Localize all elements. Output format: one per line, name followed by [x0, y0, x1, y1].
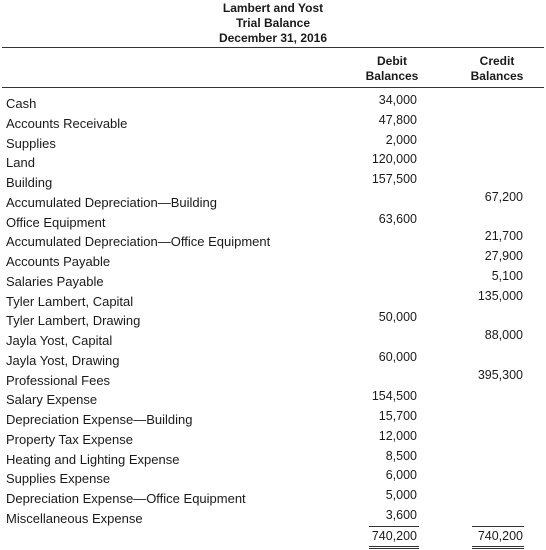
account-name: Salaries Payable	[6, 273, 104, 289]
account-name: Salary Expense	[6, 392, 98, 408]
account-name: Accounts Payable	[6, 254, 111, 269]
debit-total-rule	[369, 526, 419, 527]
debit-amount: 34,000	[378, 93, 417, 107]
account-name: Jayla Yost, Drawing	[6, 352, 120, 368]
debit-amount: 2,000	[385, 132, 417, 147]
header-rule	[2, 47, 544, 48]
credit-amount: 395,300	[477, 367, 523, 382]
credit-column-header	[457, 54, 537, 84]
account-name: Office Equipment	[6, 214, 106, 230]
account-name: Property Tax Expense	[6, 431, 133, 447]
debit-amount: 60,000	[378, 349, 417, 364]
credit-header-line2: Balances	[470, 69, 524, 83]
statement-header	[0, 1, 546, 46]
statement-date: December 31, 2016	[218, 31, 328, 45]
debit-amount: 63,600	[378, 211, 417, 226]
account-name: Miscellaneous Expense	[6, 510, 143, 526]
debit-amount: 5,000	[385, 488, 417, 502]
debit-amount: 3,600	[385, 507, 417, 522]
debit-amount: 154,500	[371, 389, 417, 404]
account-name: Tyler Lambert, Drawing	[6, 313, 141, 329]
credit-amount: 88,000	[484, 328, 523, 342]
account-name: Supplies	[6, 135, 56, 151]
debit-amount: 50,000	[378, 310, 417, 325]
credit-header-line1: Credit	[479, 54, 515, 68]
account-name: Depreciation Expense—Office Equipment	[6, 491, 246, 506]
debit-total: 740,200	[371, 529, 417, 543]
debit-amount: 157,500	[371, 172, 417, 186]
debit-column-header	[352, 54, 432, 84]
debit-header-line1: Debit	[377, 54, 407, 68]
account-name: Building	[6, 175, 53, 190]
account-name: Cash	[6, 96, 37, 111]
credit-amount: 135,000	[477, 288, 523, 303]
column-header-rule	[2, 87, 544, 88]
debit-amount: 15,700	[378, 409, 417, 423]
account-name: Jayla Yost, Capital	[6, 333, 113, 348]
account-name: Accumulated Depreciation—Building	[6, 194, 218, 210]
company-name: Lambert and Yost	[222, 1, 324, 15]
debit-amount: 12,000	[378, 428, 417, 443]
account-name: Land	[6, 155, 35, 171]
account-name: Accumulated Depreciation—Office Equipment	[6, 234, 271, 250]
credit-double-rule-1	[472, 546, 524, 547]
debit-amount: 6,000	[385, 468, 417, 483]
account-name: Accounts Receivable	[6, 115, 128, 131]
account-name: Depreciation Expense—Building	[6, 412, 193, 427]
account-name: Supplies Expense	[6, 471, 111, 487]
credit-double-rule-2	[472, 548, 524, 549]
debit-double-rule-2	[369, 548, 419, 549]
credit-amount: 21,700	[484, 229, 523, 244]
debit-header-line2: Balances	[365, 69, 419, 83]
debit-amount: 8,500	[385, 448, 417, 463]
debit-amount: 47,800	[378, 112, 417, 127]
account-name: Professional Fees	[6, 372, 111, 388]
account-name: Heating and Lighting Expense	[6, 451, 180, 467]
credit-amount: 67,200	[484, 189, 523, 204]
debit-amount: 120,000	[371, 152, 417, 167]
credit-amount: 27,900	[484, 249, 523, 263]
credit-total-rule	[472, 526, 524, 527]
debit-double-rule-1	[369, 546, 419, 547]
statement-title: Trial Balance	[235, 16, 311, 30]
credit-total: 740,200	[477, 529, 523, 543]
account-name: Tyler Lambert, Capital	[6, 293, 134, 309]
credit-amount: 5,100	[491, 268, 523, 283]
